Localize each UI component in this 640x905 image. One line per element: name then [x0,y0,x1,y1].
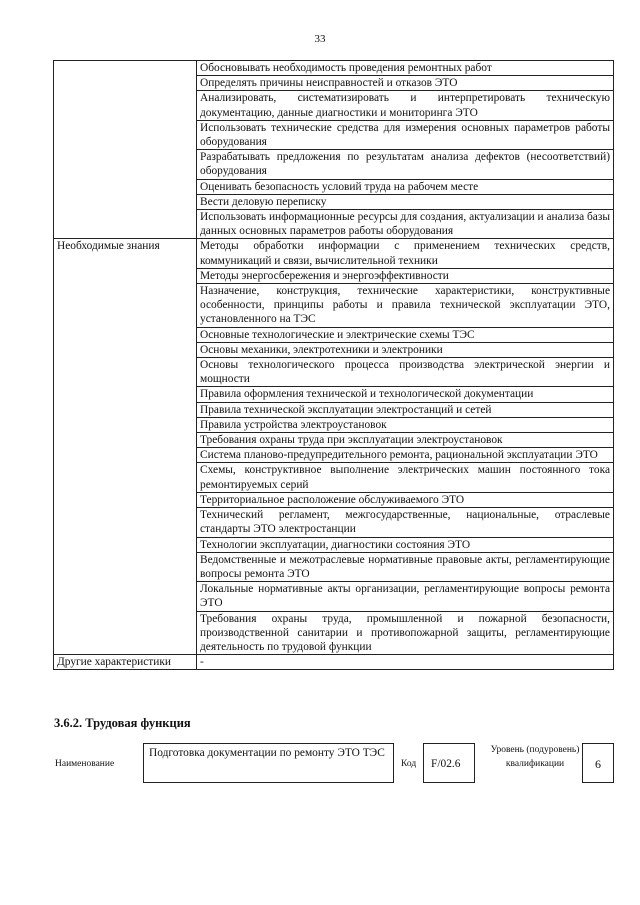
row-text: Правила оформления технической и технологической документации [197,387,614,402]
row-text: Правила технической эксплуатации электростанций и сетей [197,402,614,417]
row-text: Технологии эксплуатации, диагностики состояния ЭТО [197,537,614,552]
row-text: Требования охраны труда при эксплуатации электроустановок [197,433,614,448]
page-number: 33 [314,33,326,45]
row-text: Использовать технические средства для измерения основных параметров работы оборудования [197,120,614,149]
row-text: Анализировать, систематизировать и интерпретировать техническую документацию, данные диагностики и мониторинга ЭТО [197,91,614,120]
row-text: Разрабатывать предложения по результатам анализа дефектов (несоответствий) оборудования [197,150,614,179]
row-text: - [197,655,614,670]
row-text: Обосновывать необходимость проведения ремонтных работ [197,61,614,76]
row-text: Система планово-предупредительного ремонта, рациональной эксплуатации ЭТО [197,448,614,463]
row-text: Оценивать безопасность условий труда на рабочем месте [197,179,614,194]
row-group-label: Другие характеристики [54,655,197,670]
row-text: Технический регламент, межгосударственные, национальные, отраслевые стандарты ЭТО электростанции [197,508,614,537]
row-text: Назначение, конструкция, технические характеристики, конструктивные особенности, принципы работы и правила технической эксплуатации ЭТО, установленного на ТЭС [197,284,614,328]
table-row [54,655,614,670]
row-group-label [54,61,197,239]
name-label: Наименование [55,759,115,769]
row-text: Использовать информационные ресурсы для создания, актуализации и анализа базы данных основных параметров работы оборудования [197,210,614,239]
section-title: 3.6.2. Трудовая функция [54,716,191,730]
requirements-table-body [54,61,614,670]
row-text: Ведомственные и межотраслевые нормативные правовые акты, регламентирующие вопросы ремонта ЭТО [197,552,614,581]
row-text: Требования охраны труда, промышленной и пожарной безопасности, производственной санитарии и противопожарной защиты, регламентирующие деятельность по трудовой функции [197,611,614,655]
row-text: Территориальное расположение обслуживаемого ЭТО [197,492,614,507]
row-text: Основы механики, электротехники и электроники [197,342,614,357]
qualification-level-box: 6 [582,743,614,783]
row-group-label: Необходимые знания [54,239,197,655]
table-row [54,61,614,76]
row-text: Локальные нормативные акты организации, регламентирующие вопросы ремонта ЭТО [197,582,614,611]
row-text: Схемы, конструктивное выполнение электрических машин постоянного тока ремонтируемых серий [197,463,614,492]
table-row [54,239,614,268]
row-text: Определять причины неисправностей и отказов ЭТО [197,76,614,91]
code-value-box: F/02.6 [423,743,475,783]
requirements-table [53,60,614,670]
name-value-box: Подготовка документации по ремонту ЭТО ТЭС [143,743,394,783]
row-text: Правила устройства электроустановок [197,417,614,432]
row-text: Основы технологического процесса производства электрической энергии и мощности [197,358,614,387]
row-text: Методы энергосбережения и энергоэффективности [197,268,614,283]
code-label: Код [401,759,417,769]
qualification-level-label: Уровень (подуровень) квалификации [490,745,580,769]
row-text: Методы обработки информации с применением технических средств, коммуникаций и связи, вычислительной техники [197,239,614,268]
row-text: Вести деловую переписку [197,194,614,209]
row-text: Основные технологические и электрические схемы ТЭС [197,327,614,342]
